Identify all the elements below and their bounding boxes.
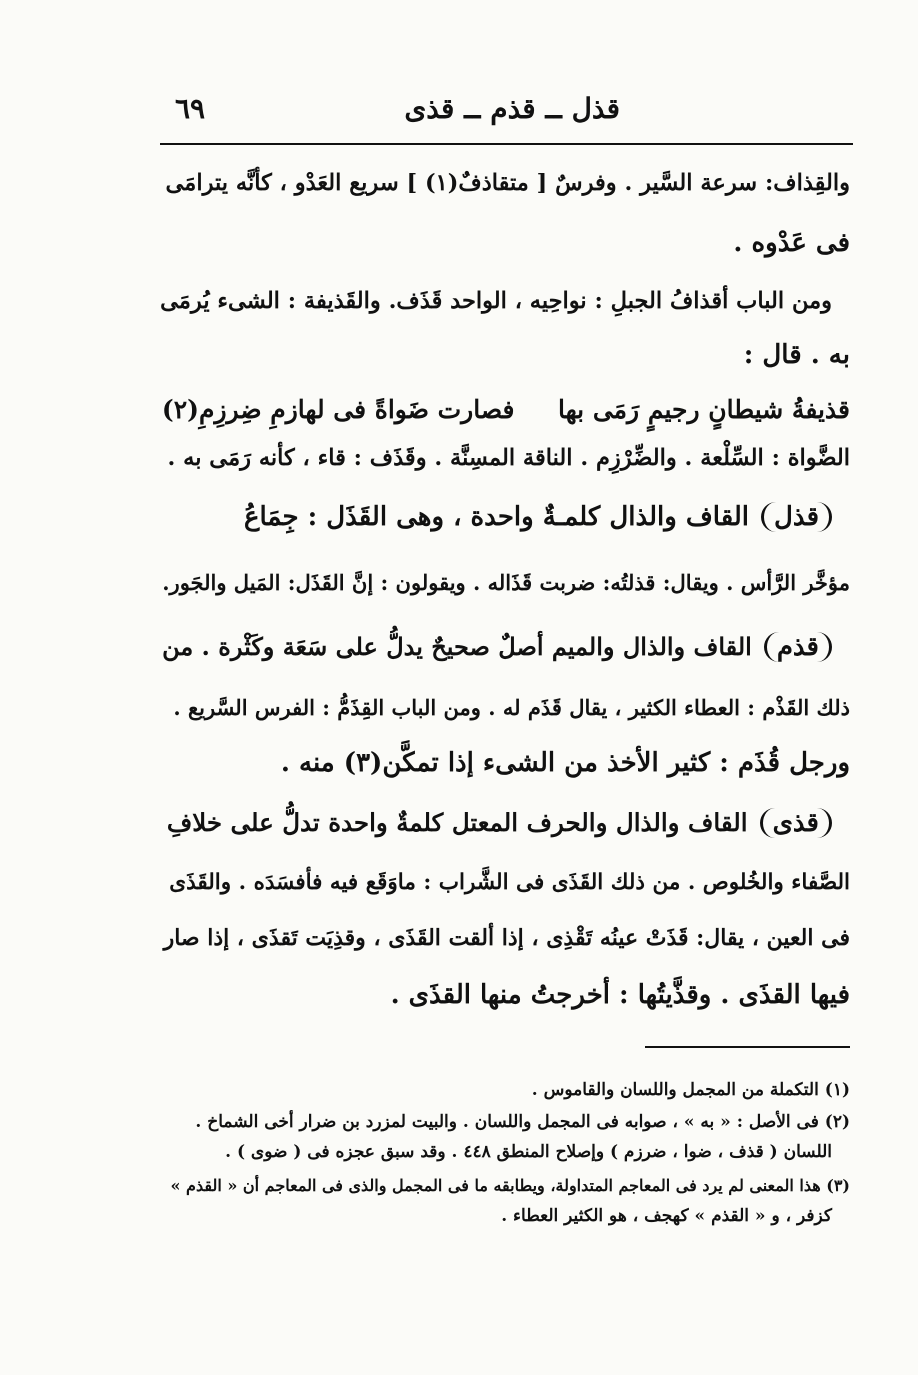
footnote-line: (٣) هذا المعنى لم يرد فى المعاجم المتداولة، ويطابقه ما فى المجمل والذى فى المعاجم أن « القذم » bbox=[170, 1176, 850, 1195]
text-line: فى العين ، يقال: قَذَتْ عينُه تَقْذِى ، إذا ألقت القَذَى ، وقذِيَت تَقذَى ، إذا صار bbox=[163, 925, 850, 951]
text-line: به . قال : bbox=[743, 340, 850, 370]
footnote-line: (١) التكملة من المجمل واللسان والقاموس . bbox=[531, 1080, 850, 1100]
footnote-line: اللسان ( قذف ، ضوا ، ضرزم ) وإصلاح المنطق ٤٤٨ . وقد سبق عجزه فى ( ضوى ) . bbox=[225, 1142, 832, 1162]
text-line: القاف والذال كلمـةٌ واحدة ، وهى القَذَل : جِمَاعُ bbox=[243, 502, 750, 532]
text-line: الصَّفاء والخُلوص . من ذلك القَذَى فى الشَّراب : ماوَقَع فيه فأفسَدَه . والقَذَى bbox=[169, 870, 850, 895]
running-header bbox=[160, 92, 850, 132]
text-line: والقِذاف: سرعة السَّير . وفرسٌ [ متقاذفٌ(١) ] سريع العَدْو ، كأنَّه يترامَى bbox=[165, 170, 850, 196]
text-line: القاف والذال والميم أصلٌ صحيحٌ يدلُّ على سَعَة وكَثْرة . من bbox=[162, 632, 752, 661]
header-title: قذل ــ قذم ــ قذى bbox=[404, 92, 620, 125]
entry-qadhl bbox=[244, 502, 832, 532]
entry-head-qadhl: قذل bbox=[761, 502, 832, 532]
text-line: القاف والذال والحرف المعتل كلمةٌ واحدة تدلُّ على خلافِ bbox=[166, 808, 748, 837]
verse-line: قذيفةُ شيطانٍ رجيمٍ رَمَى بها فصارت ضَواةً فى لهازمِ ضِرزِمِ(٢) bbox=[161, 395, 850, 424]
text-line: فى عَدْوه . bbox=[733, 228, 850, 258]
text-line: فيها القذَى . وقذَّيتُها : أخرجتُ منها القذَى . bbox=[390, 980, 850, 1010]
entry-head-qadhm: قذم bbox=[764, 632, 832, 662]
text-line: ذلك القَذْم : العطاء الكثير ، يقال قَذَم له . ومن الباب القِذَمُّ : الفرس السَّريع . bbox=[173, 695, 850, 720]
entry-qadhm bbox=[162, 632, 832, 662]
text-line: مؤخَّر الرَّأس . ويقال: قذلتُه: ضربت قَذَاله . ويقولون : إنَّ القَذَل: المَيل والجَور. bbox=[162, 570, 850, 595]
text-line: ورجل قُذَم : كثير الأخذ من الشىء إذا تمكَّن(٣) منه . bbox=[280, 748, 850, 778]
footnote-line: (٢) فى الأصل : « به » ، صوابه فى المجمل واللسان . والبيت لمزرد بن ضرار أخى الشماخ . bbox=[195, 1112, 850, 1132]
page-number: ٦٩ bbox=[175, 92, 206, 125]
text-line: ومن الباب أقذافُ الجبلِ : نواحِيه ، الواحد قَذَف. والقَذيفة : الشىء يُرمَى bbox=[160, 288, 832, 314]
footnote-line: كزفر ، و « القذم » كهجف ، هو الكثير العطاء . bbox=[501, 1206, 832, 1226]
verse-gloss: الضَّواة : السِّلْعة . والضِّرْزِم . الناقة المسِنَّة . وقَذَف : قاء ، كأنه رَمَى به . bbox=[167, 445, 850, 471]
footnote-rule bbox=[645, 1046, 850, 1048]
header-rule bbox=[160, 143, 853, 145]
entry-head-qadha: قذى bbox=[760, 808, 832, 838]
entry-qadha bbox=[167, 808, 832, 838]
